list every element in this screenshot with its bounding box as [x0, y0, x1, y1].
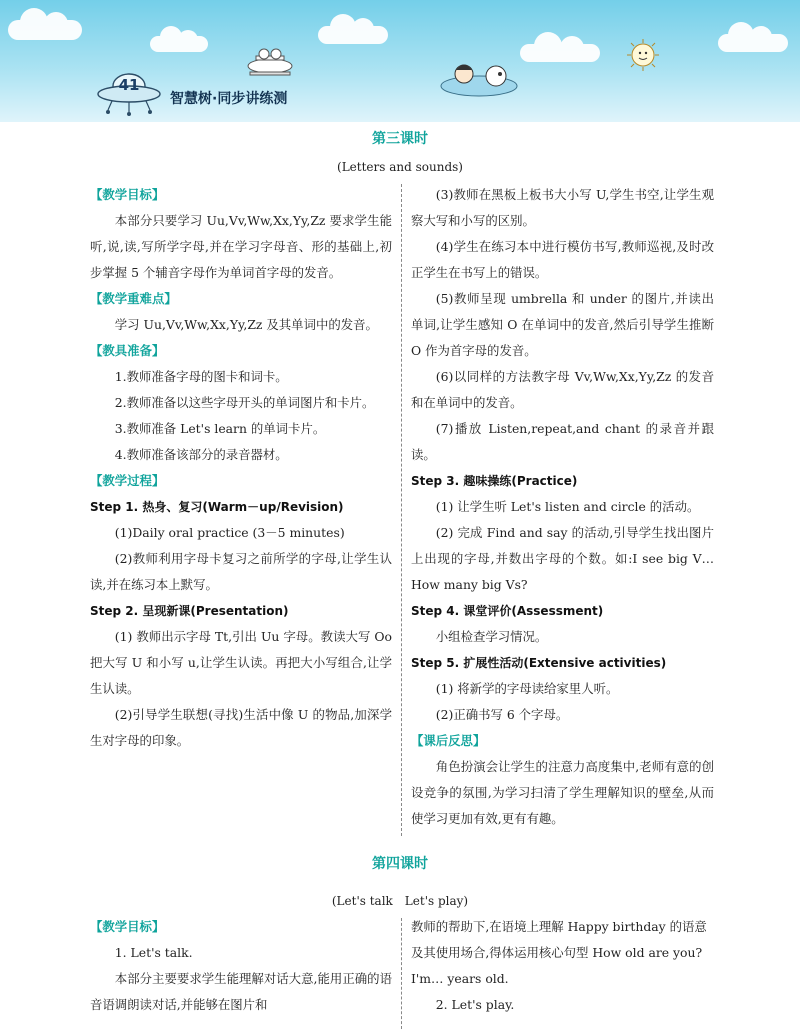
step-heading: Step 1. 热身、复习(Warm－up/Revision)	[90, 500, 344, 514]
cloud-icon	[8, 20, 82, 40]
step-heading: Step 3. 趣味操练(Practice)	[411, 474, 578, 488]
paragraph: 3.教师准备 Let's learn 的单词卡片。	[114, 421, 326, 436]
paragraph: 角色扮演会让学生的注意力高度集中,老师有意的创设竞争的氛围,为学习扫清了学生理解知识的壁垒,从而使学习更加有效,更有有趣。	[411, 759, 714, 826]
paragraph: 4.教师准备该部分的录音器材。	[114, 447, 288, 462]
paragraph: (1) 让学生听 Let's listen and circle 的活动。	[435, 499, 700, 514]
paragraph: 2.教师准备以这些字母开头的单词图片和卡片。	[114, 395, 375, 410]
ufo-page-badge	[96, 70, 162, 120]
paragraph: 本部分只要学习 Uu,Vv,Ww,Xx,Yy,Zz 要求学生能听,说,读,写所学字母,并在学习字母音、形的基础上,初步掌握 5 个辅音字母作为单词首字母的发音。	[90, 213, 392, 280]
section-heading: 【教具准备】	[90, 343, 165, 358]
paragraph: (2) 完成 Find and say 的活动,引导学生找出图片上出现的字母,并数出字母的个数。如:I see big V… How many big Vs?	[411, 525, 714, 592]
section-heading: 【教学重难点】	[90, 291, 177, 306]
cloud-icon	[150, 36, 208, 52]
cloud-icon	[718, 34, 788, 52]
paragraph: 教师的帮助下,在语境上理解 Happy birthday 的语意及其使用场合,得体运用核心句型 How old are you? I'm… years old.	[411, 919, 707, 986]
paragraph: (2)引导学生联想(寻找)生活中像 U 的物品,加深学生对字母的印象。	[90, 707, 392, 748]
lesson4-left-column	[90, 914, 392, 1018]
step-heading: Step 2. 呈现新课(Presentation)	[90, 604, 289, 618]
paragraph: 小组检查学习情况。	[435, 629, 548, 644]
lesson4-subtitle: (Let's talk Let's play)	[331, 894, 469, 908]
lesson3-right-column	[411, 182, 714, 832]
paragraph: (1) 将新学的字母读给家里人听。	[435, 681, 619, 696]
paragraph: 学习 Uu,Vv,Ww,Xx,Yy,Zz 及其单词中的发音。	[114, 317, 378, 332]
header-banner	[0, 0, 800, 122]
flying-kid-icon	[434, 58, 524, 100]
lesson3-subtitle: (Letters and sounds)	[337, 160, 463, 174]
paragraph: (2)正确书写 6 个字母。	[435, 707, 569, 722]
cloud-icon	[520, 44, 600, 62]
lesson4-right-column	[411, 914, 714, 1018]
column-divider	[401, 184, 402, 836]
section-heading: 【课后反思】	[411, 733, 486, 748]
paragraph: (1)Daily oral practice (3－5 minutes)	[114, 525, 345, 540]
page-number: 41	[118, 76, 140, 94]
section-heading: 【教学目标】	[90, 919, 165, 934]
paragraph: (5)教师呈现 umbrella 和 under 的图片,并读出单词,让学生感知 O 在单词中的发音,然后引导学生推断 O 作为首字母的发音。	[411, 291, 714, 358]
lesson4-title: 第四课时	[372, 856, 428, 872]
section-heading: 【教学目标】	[90, 187, 165, 202]
paragraph: (2)教师利用字母卡复习之前所学的字母,让学生认读,并在练习本上默写。	[90, 551, 392, 592]
step-heading: Step 4. 课堂评价(Assessment)	[411, 604, 604, 618]
series-title: 智慧树·同步讲练测	[170, 91, 288, 107]
paragraph: (6)以同样的方法教字母 Vv,Ww,Xx,Yy,Zz 的发音和在单词中的发音。	[411, 369, 714, 410]
step-heading: Step 5. 扩展性活动(Extensive activities)	[411, 656, 667, 670]
paragraph: 本部分主要要求学生能理解对话大意,能用正确的语音语调朗读对话,并能够在图片和	[90, 971, 392, 1012]
section-heading: 【教学过程】	[90, 473, 165, 488]
paragraph: 1. Let's talk.	[114, 945, 193, 960]
lesson3-left-column	[90, 182, 392, 754]
paragraph: (3)教师在黑板上板书大小写 U,学生书空,让学生观察大写和小写的区别。	[411, 187, 714, 228]
airplane-icon	[242, 42, 298, 80]
paragraph: 2. Let's play.	[435, 997, 515, 1012]
paragraph: 1.教师准备字母的图卡和词卡。	[114, 369, 288, 384]
paragraph: (7)播放 Listen,repeat,and chant 的录音并跟读。	[411, 421, 714, 462]
column-divider	[401, 918, 402, 1029]
cloud-icon	[318, 26, 388, 44]
lesson3-title: 第三课时	[372, 131, 428, 147]
sun-icon	[626, 38, 660, 72]
paragraph: (1) 教师出示字母 Tt,引出 Uu 字母。教读大写 Oo 把大写 U 和小写 u,让学生认读。再把大小写组合,让学生认读。	[90, 629, 392, 696]
paragraph: (4)学生在练习本中进行模仿书写,教师巡视,及时改正学生在书写上的错误。	[411, 239, 714, 280]
